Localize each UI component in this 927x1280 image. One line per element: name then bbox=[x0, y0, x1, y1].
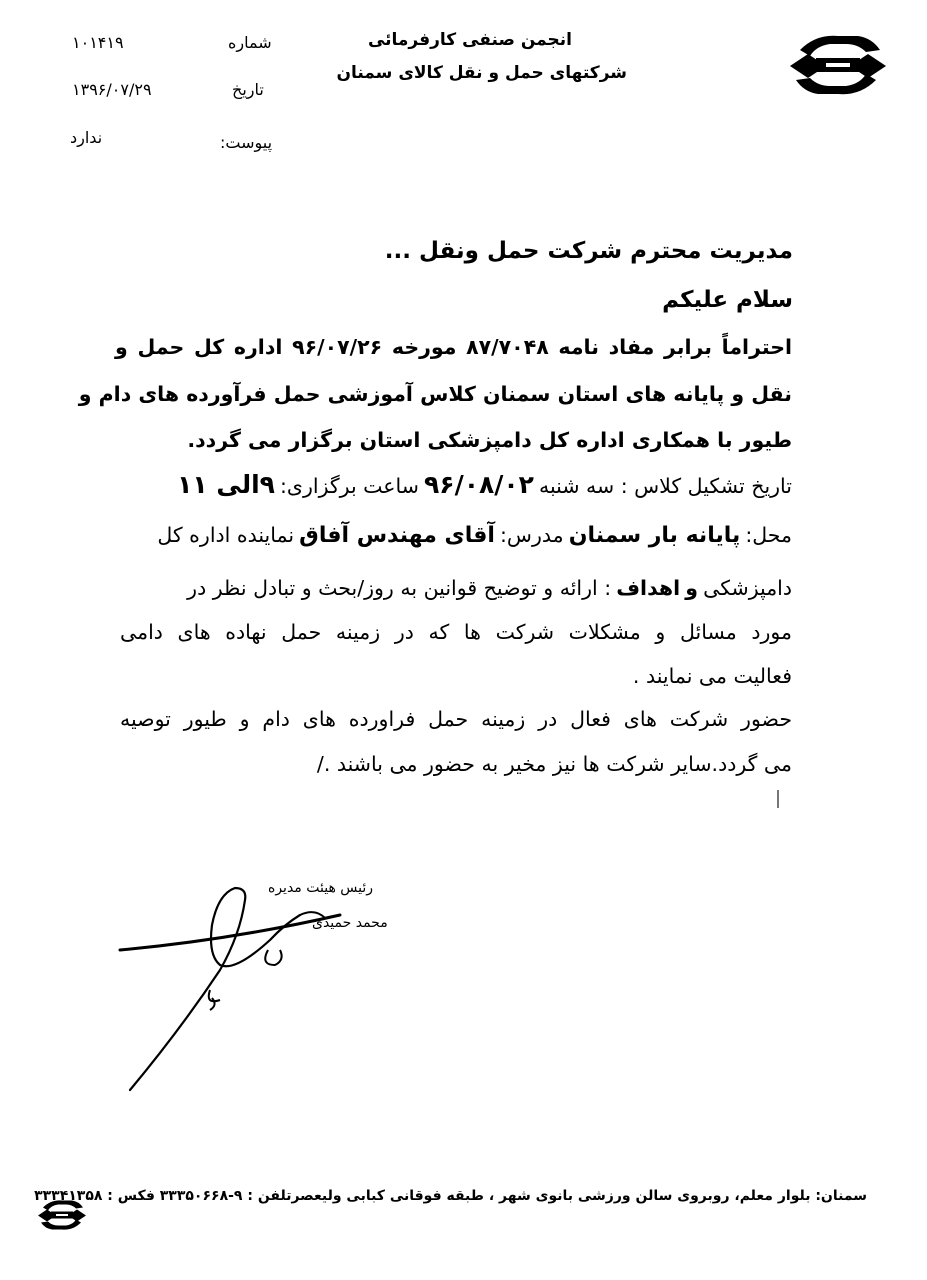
location-line bbox=[157, 523, 792, 548]
teacher-label: مدرس: bbox=[500, 523, 564, 547]
attachment-label: پیوست: bbox=[220, 133, 273, 152]
closing-line-2: می گردد.سایر شرکت ها نیز مخیر به حضور می باشند ./ bbox=[316, 752, 792, 776]
signatory-name: محمد حمیدی bbox=[312, 915, 388, 931]
goals-rest: : ارائه و توضیح قوانین به روز/بحث و تبادل نظر در bbox=[187, 576, 612, 600]
paragraph-line-3: طیور با همکاری اداره کل دامپزشکی استان برگزار می گردد. bbox=[187, 428, 792, 452]
greeting: سلام علیکم bbox=[662, 287, 793, 313]
handwritten-signature bbox=[110, 880, 350, 1100]
letter-number-value: ۱۰۱۴۱۹ bbox=[72, 33, 124, 52]
letter-number-label: شماره bbox=[228, 33, 272, 52]
goals-line-3: فعالیت می نمایند . bbox=[632, 664, 792, 688]
attachment-value: ندارد bbox=[70, 128, 103, 147]
schedule-date: ۹۶/۰۸/۰۲ bbox=[424, 470, 534, 499]
schedule-prefix: تاریخ تشکیل کلاس : سه شنبه bbox=[538, 474, 792, 498]
org-name-line2: شرکتهای حمل و نقل کالای سمنان bbox=[336, 63, 627, 83]
goals-and: و bbox=[685, 576, 699, 600]
org-name-line1: انجمن صنفی کارفرمائی bbox=[367, 30, 572, 50]
letter-date-label: تاریخ bbox=[232, 80, 264, 99]
org-logo bbox=[786, 30, 890, 100]
goals-line bbox=[187, 576, 792, 600]
footer-address: سمنان: بلوار معلم، روبروی سالن ورزشی بانوی شهر ، طبقه فوقانی کبابی ولیعصرتلفن : ۹-۳۳۳۵۰۶۶۸ bbox=[159, 1188, 867, 1204]
teacher-name: آقای مهندس آفاق bbox=[299, 523, 495, 548]
closing-line-1: حضور شرکت های فعال در زمینه حمل فراورده های دام و طیور توصیه bbox=[120, 707, 792, 731]
paragraph-line-1: احتراماً برابر مفاد نامه ۸۷/۷۰۴۸ مورخه ۹۶/۰۷/۲۶ اداره کل حمل و bbox=[115, 335, 793, 359]
margin-mark bbox=[777, 790, 779, 808]
schedule-time-label: ساعت برگزاری: bbox=[280, 474, 419, 498]
location-label: محل: bbox=[745, 523, 792, 547]
schedule-time: ۹الی ۱۱ bbox=[177, 470, 275, 499]
goals-label: اهداف bbox=[616, 576, 681, 600]
footer-fax: فکس : ۳۳۳۴۱۳۵۸ bbox=[34, 1188, 155, 1204]
recipient-line: مدیریت محترم شرکت حمل ونقل ... bbox=[384, 238, 793, 264]
location-value: پایانه بار سمنان bbox=[568, 523, 741, 548]
schedule-line bbox=[177, 470, 792, 499]
goals-prefix: دامپزشکی bbox=[703, 576, 792, 600]
signatory-title: رئیس هیئت مدیره bbox=[268, 880, 374, 896]
paragraph-line-2: نقل و پایانه های استان سمنان کلاس آموزشی حمل فرآورده های دام و bbox=[78, 382, 792, 406]
goals-line-2: مورد مسائل و مشکلات شرکت ها که در زمینه حمل نهاده های دامی bbox=[120, 620, 792, 644]
teacher-role: نماینده اداره کل bbox=[157, 523, 295, 547]
footer-contact bbox=[34, 1188, 867, 1204]
letter-date-value: ۱۳۹۶/۰۷/۲۹ bbox=[72, 80, 152, 99]
